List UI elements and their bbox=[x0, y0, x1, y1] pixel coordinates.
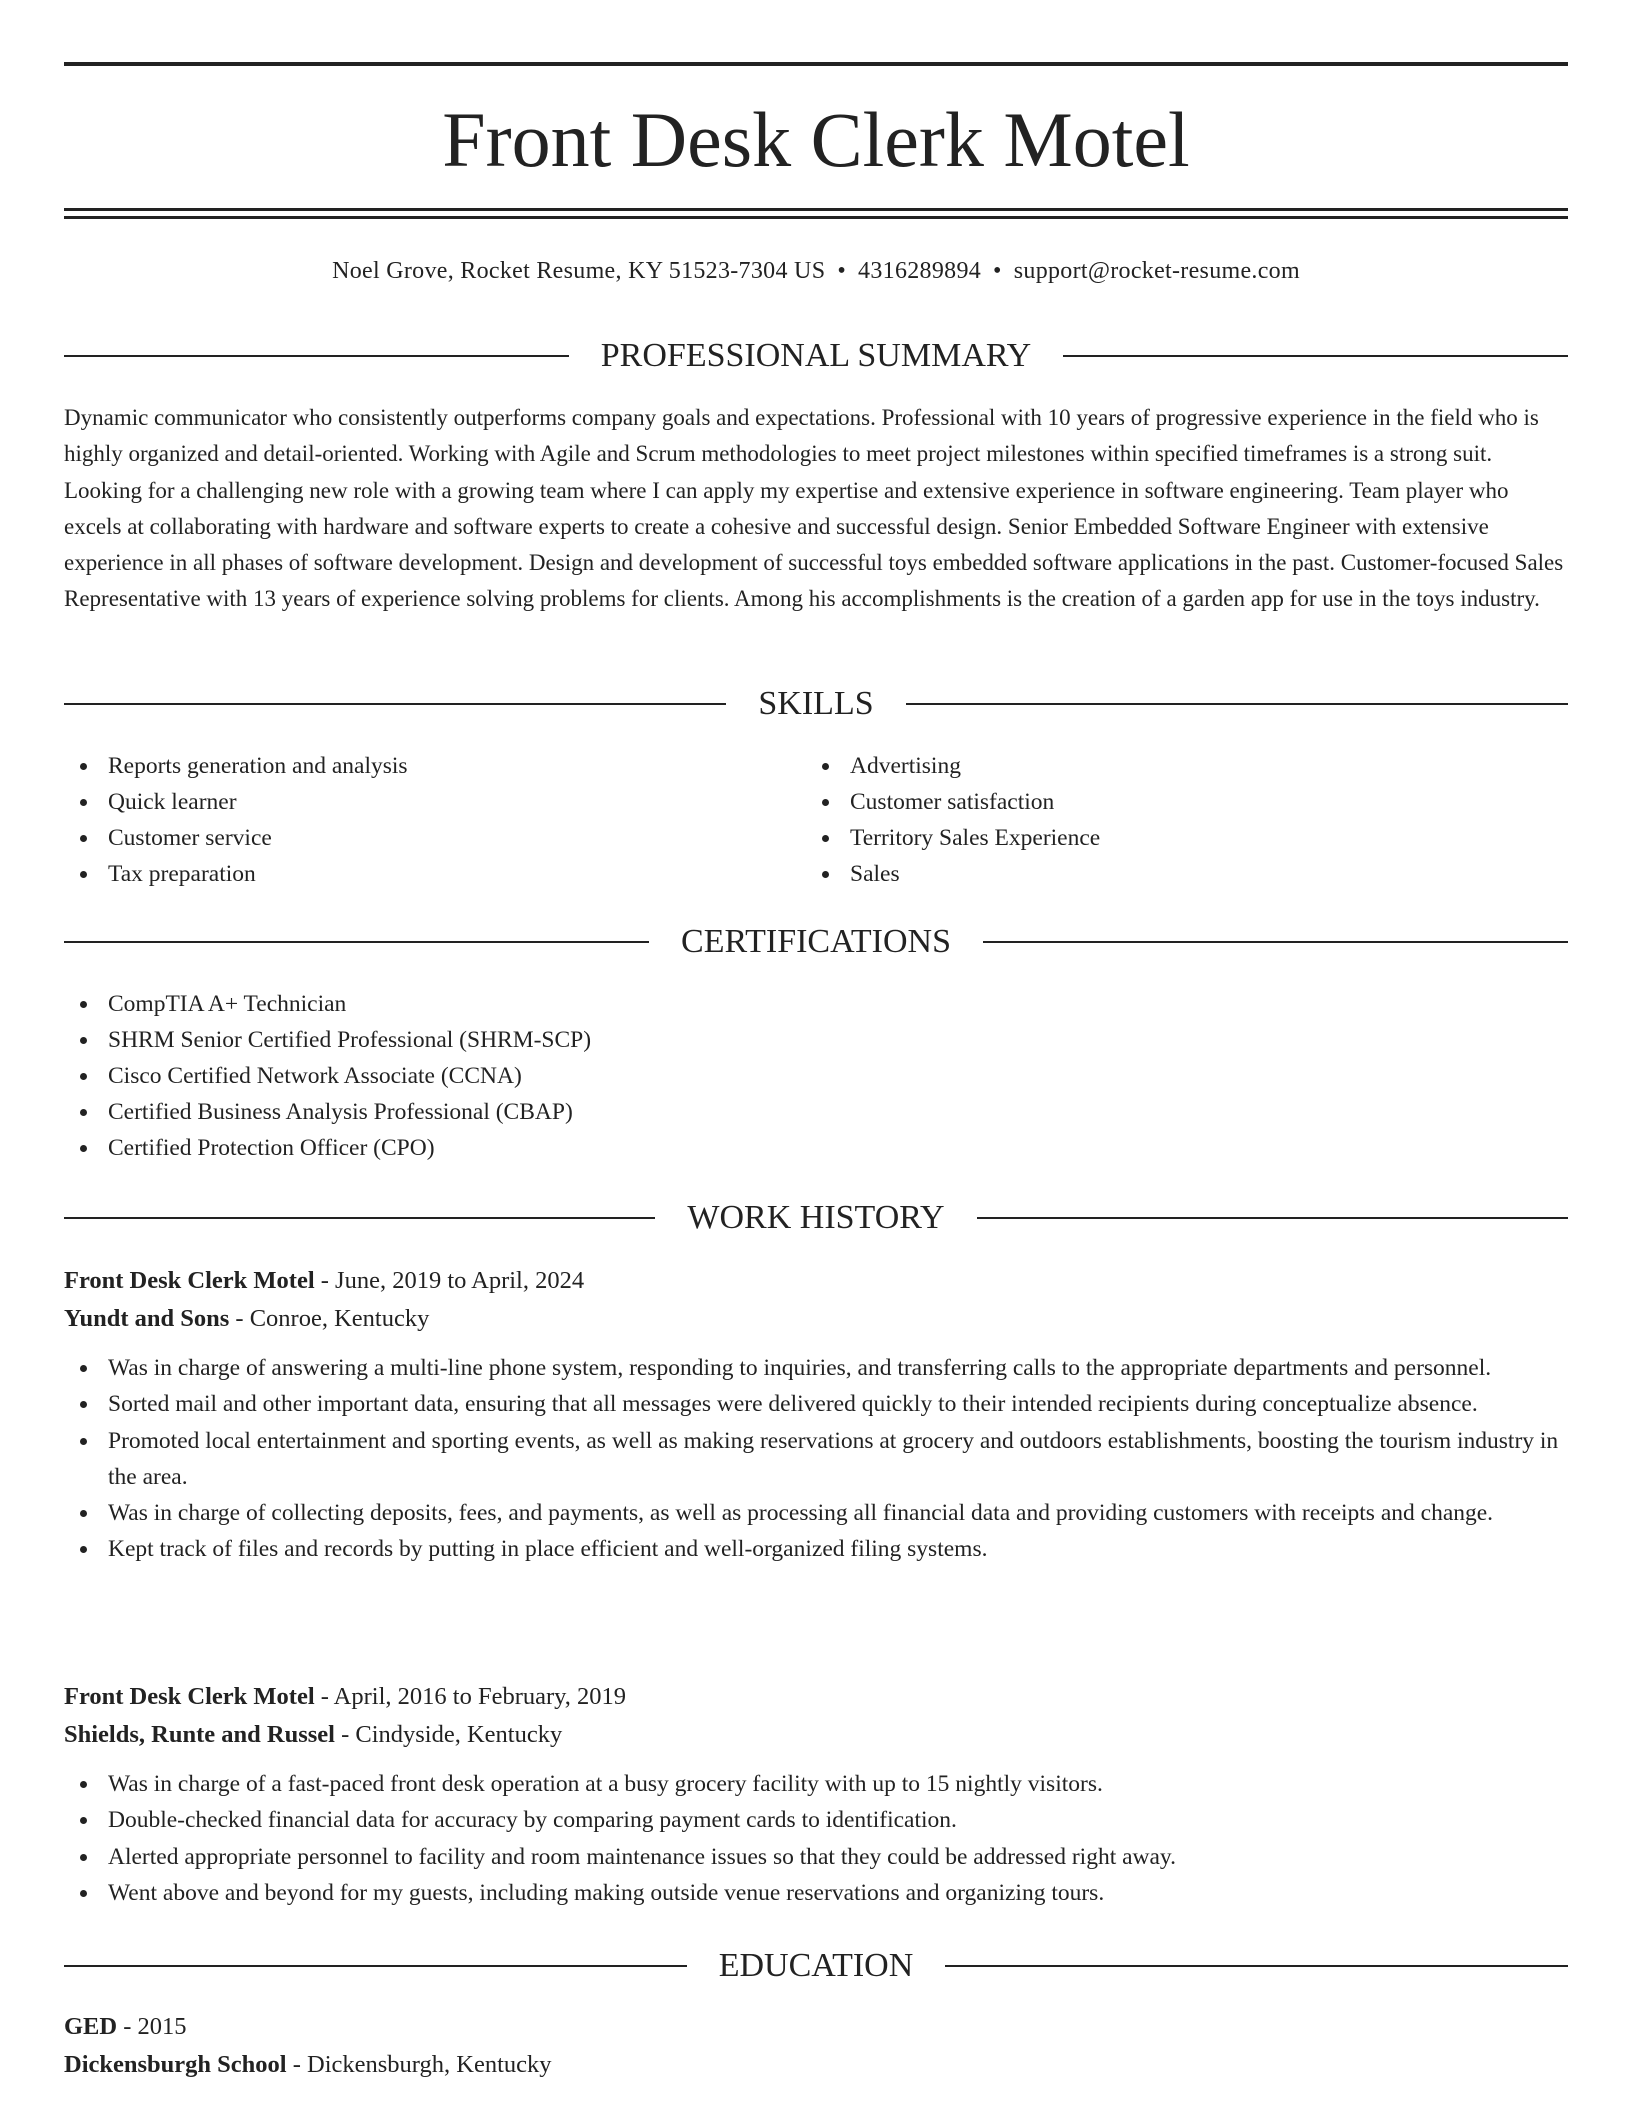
summary-text: Dynamic communicator who consistently outperforms company goals and expectations. Professional with 10 years of progressive experience in the field who is highly organized and detail-oriented. Working with Agile and Scrum methodologies to meet project milestones within specified timeframes is a strong suit. Looking for a challenging new role with a growing team where I can apply my expertise and extensive experience in software engineering. Team player who excels at collaborating with hardware and software experts to create a cohesive and successful design. Senior Embedded Software Engineer with extensive experience in all phases of software development. Design and development of successful toys embedded software applications in the past. Customer-focused Sales Representative with 13 years of experience solving problems for clients. Among his accomplishments is the creation of a garden app for use in the toys industry. bbox=[64, 405, 1564, 612]
section-title: CERTIFICATIONS bbox=[681, 923, 951, 960]
education-degree: GED bbox=[64, 2013, 118, 2040]
skill-item: Sales bbox=[806, 856, 1566, 892]
contact-email: support@rocket-resume.com bbox=[1013, 258, 1300, 284]
job-company: Shields, Runte and Russel bbox=[64, 1721, 335, 1748]
job-bullets bbox=[64, 1350, 1568, 1568]
heading-rule-right bbox=[1063, 355, 1568, 357]
job-bullet: Sorted mail and other important data, ensuring that all messages were delivered quickly to their intended recipients during conceptualize absence. bbox=[64, 1386, 1568, 1422]
job-location: - Cindyside, Kentucky bbox=[334, 1721, 563, 1748]
skill-item: Customer service bbox=[64, 820, 804, 856]
job-bullets bbox=[64, 1766, 1568, 1911]
contact-address: Noel Grove, Rocket Resume, KY 51523-7304 US bbox=[332, 258, 826, 284]
job-title: Front Desk Clerk Motel bbox=[64, 1683, 315, 1710]
skill-item: Territory Sales Experience bbox=[806, 820, 1566, 856]
job-entry bbox=[64, 1262, 1568, 1568]
job-title-line bbox=[64, 1678, 1568, 1716]
section-heading-work-history bbox=[64, 1196, 1568, 1240]
certification-item: Certified Protection Officer (CPO) bbox=[64, 1130, 1568, 1166]
skill-item: Reports generation and analysis bbox=[64, 748, 804, 784]
section-heading-summary bbox=[64, 334, 1568, 378]
education-school-line bbox=[64, 2046, 1568, 2084]
heading-rule-right bbox=[906, 703, 1568, 705]
job-company: Yundt and Sons bbox=[64, 1305, 230, 1332]
job-bullet: Kept track of files and records by putting in place efficient and well-organized filing systems. bbox=[64, 1531, 1568, 1567]
job-title: Front Desk Clerk Motel bbox=[64, 1267, 315, 1294]
section-heading-education bbox=[64, 1944, 1568, 1988]
job-dates: - April, 2016 to February, 2019 bbox=[314, 1683, 627, 1710]
section-heading-skills bbox=[64, 682, 1568, 726]
job-bullet: Promoted local entertainment and sporting events, as well as making reservations at grocery and outdoors establishments, boosting the tourism industry in the area. bbox=[64, 1423, 1568, 1496]
education-school: Dickensburgh School bbox=[64, 2051, 287, 2078]
section-title: PROFESSIONAL SUMMARY bbox=[600, 337, 1032, 374]
contact-separator: • bbox=[993, 258, 1002, 284]
certification-item: SHRM Senior Certified Professional (SHRM-SCP) bbox=[64, 1022, 1568, 1058]
section-title: SKILLS bbox=[758, 685, 874, 722]
job-entry bbox=[64, 1678, 1568, 1911]
education-year: - 2015 bbox=[117, 2013, 187, 2040]
skills-list-left bbox=[64, 748, 804, 892]
header-top-rule bbox=[64, 62, 1568, 66]
heading-rule-right bbox=[945, 1965, 1568, 1967]
job-dates: - June, 2019 to April, 2024 bbox=[314, 1267, 585, 1294]
heading-rule-left bbox=[64, 355, 569, 357]
header-double-rule-upper bbox=[64, 208, 1568, 211]
heading-rule-left bbox=[64, 703, 726, 705]
skill-item: Tax preparation bbox=[64, 856, 804, 892]
job-bullet: Was in charge of answering a multi-line phone system, responding to inquiries, and transferring calls to the appropriate departments and personnel. bbox=[64, 1350, 1568, 1386]
skills-list-right bbox=[806, 748, 1566, 892]
heading-rule-left bbox=[64, 941, 649, 943]
job-location: - Conroe, Kentucky bbox=[229, 1305, 430, 1332]
heading-rule-right bbox=[983, 941, 1568, 943]
job-company-line bbox=[64, 1716, 1568, 1754]
section-title: EDUCATION bbox=[718, 1947, 914, 1984]
skill-item: Advertising bbox=[806, 748, 1566, 784]
job-bullet: Went above and beyond for my guests, including making outside venue reservations and organizing tours. bbox=[64, 1875, 1568, 1911]
heading-rule-right bbox=[977, 1217, 1568, 1219]
contact-separator: • bbox=[837, 258, 847, 284]
education-entry bbox=[64, 2008, 1568, 2084]
education-degree-line bbox=[64, 2008, 1568, 2046]
candidate-name: Front Desk Clerk Motel bbox=[442, 96, 1190, 183]
job-bullet: Was in charge of a fast-paced front desk operation at a busy grocery facility with up to 15 nightly visitors. bbox=[64, 1766, 1568, 1802]
job-title-line bbox=[64, 1262, 1568, 1300]
section-heading-certifications bbox=[64, 920, 1568, 964]
certification-item: Cisco Certified Network Associate (CCNA) bbox=[64, 1058, 1568, 1094]
job-bullet: Was in charge of collecting deposits, fees, and payments, as well as processing all financial data and providing customers with receipts and change. bbox=[64, 1495, 1568, 1531]
heading-rule-left bbox=[64, 1217, 655, 1219]
heading-rule-left bbox=[64, 1965, 687, 1967]
skill-item: Customer satisfaction bbox=[806, 784, 1566, 820]
certifications-list bbox=[64, 986, 1568, 1166]
header-double-rule-lower bbox=[64, 216, 1568, 219]
job-company-line bbox=[64, 1300, 1568, 1338]
skill-item: Quick learner bbox=[64, 784, 804, 820]
certification-item: Certified Business Analysis Professional (CBAP) bbox=[64, 1094, 1568, 1130]
job-bullet: Double-checked financial data for accuracy by comparing payment cards to identification. bbox=[64, 1802, 1568, 1838]
certification-item: CompTIA A+ Technician bbox=[64, 986, 1568, 1022]
section-title: WORK HISTORY bbox=[687, 1199, 945, 1236]
contact-phone: 4316289894 bbox=[858, 258, 982, 284]
job-bullet: Alerted appropriate personnel to facility and room maintenance issues so that they could be addressed right away. bbox=[64, 1839, 1568, 1875]
education-location: - Dickensburgh, Kentucky bbox=[286, 2051, 552, 2078]
contact-line bbox=[64, 254, 1568, 288]
